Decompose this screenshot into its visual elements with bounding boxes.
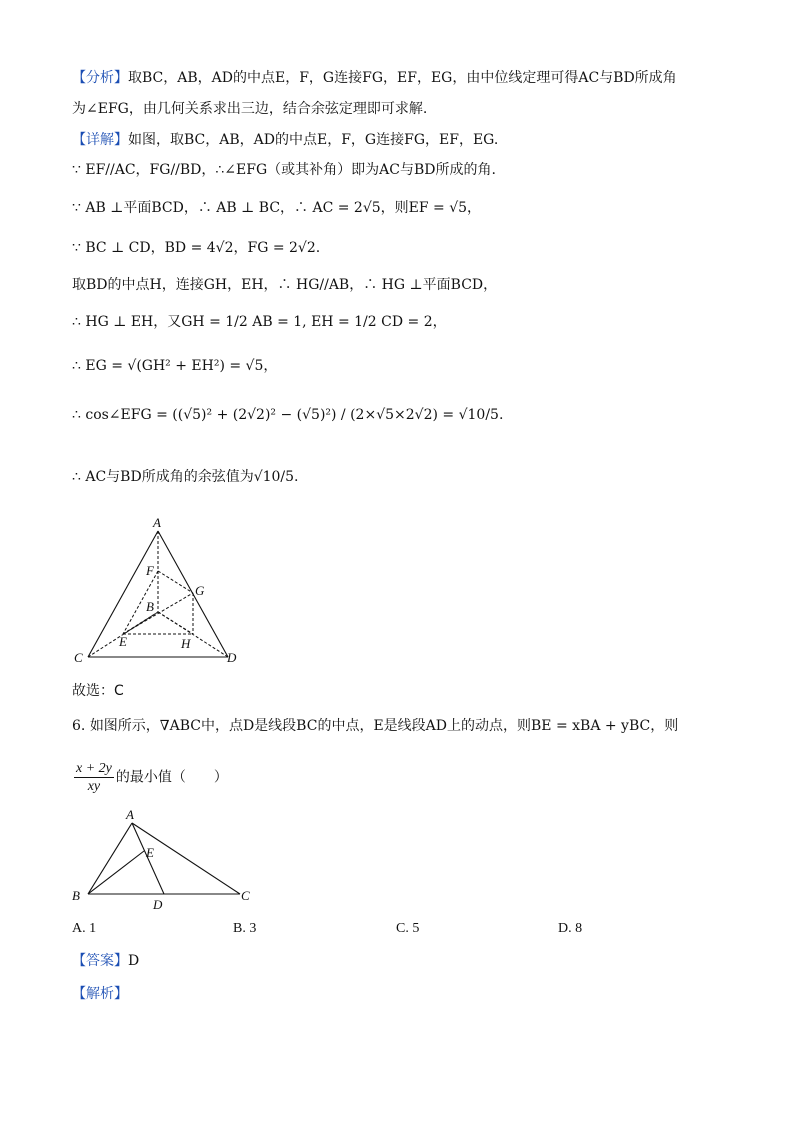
triangle-figure	[68, 807, 268, 912]
label-F: F	[146, 563, 154, 578]
option-c[interactable]: C. 5	[396, 921, 420, 936]
label-G: G	[195, 583, 205, 598]
detail-line-8: ∴ cos∠EFG = ((√5)² + (2√2)² − (√5)²) / (2×√5×2√2) = √10/5.	[72, 407, 504, 423]
jiexi-tag: 【解析】	[72, 986, 128, 1002]
answer-value: D	[128, 953, 140, 969]
detail-tag: 【详解】	[72, 132, 128, 148]
question-number: 6.	[72, 718, 86, 734]
analysis-text-1: 取BC，AB，AD的中点E，F，G连接FG，EF，EG，由中位线定理可得AC与BD所成角	[128, 70, 677, 86]
label-E: E	[119, 634, 127, 649]
detail-line-7: ∴ EG = √(GH² + EH²) = √5，	[72, 358, 278, 374]
expression-tail: 的最小值（ ）	[115, 769, 228, 786]
tri-label-A: A	[126, 807, 134, 822]
question-6-stem	[72, 716, 678, 736]
detail-line-9: ∴ AC与BD所成角的余弦值为√10/5.	[72, 469, 299, 485]
question-6-expression	[72, 760, 228, 795]
label-A: A	[153, 515, 161, 530]
answer-tag: 【答案】	[72, 953, 128, 969]
option-b[interactable]: B. 3	[233, 921, 257, 936]
analysis-line-1	[72, 68, 677, 88]
label-C: C	[74, 650, 83, 665]
tetrahedron-figure	[70, 515, 250, 670]
analysis-tag: 【分析】	[72, 70, 128, 86]
detail-line-4: ∵ BC ⊥ CD，BD = 4√2，FG = 2√2.	[72, 240, 321, 256]
expression-numerator: x + 2y	[76, 761, 112, 776]
label-H: H	[181, 636, 191, 651]
jiexi-line	[72, 984, 128, 1004]
detail-line-3: ∵ AB ⊥平面BCD，∴ AB ⊥ BC，∴ AC = 2√5，则EF = √5，	[72, 200, 482, 216]
label-D: D	[227, 650, 237, 665]
detail-line-6: ∴ HG ⊥ EH，又GH = 1/2 AB = 1, EH = 1/2 CD = 2，	[72, 314, 447, 330]
question-stem: 如图所示，∇ABC中，点D是线段BC的中点，E是线段AD上的动点，则BE = xBA + yBC，则	[89, 718, 679, 734]
tri-label-C: C	[241, 888, 250, 903]
analysis-line-2: 为∠EFG，由几何关系求出三边，结合余弦定理即可求解.	[72, 101, 428, 117]
expression-denominator: xy	[87, 779, 101, 794]
detail-line-5: 取BD的中点H，连接GH，EH，∴ HG//AB，∴ HG ⊥平面BCD，	[72, 277, 498, 293]
detail-text-1: 如图，取BC，AB，AD的中点E，F，G连接FG，EF，EG.	[128, 132, 499, 148]
option-a[interactable]: A. 1	[72, 921, 97, 936]
detail-line-2: ∵ EF//AC，FG//BD，∴∠EFG（或其补角）即为AC与BD所成的角.	[72, 162, 496, 178]
previous-answer: 故选：C	[72, 683, 124, 699]
tri-label-B: B	[72, 888, 80, 903]
detail-line-1	[72, 130, 498, 150]
label-B: B	[146, 599, 154, 614]
answer-line	[72, 951, 139, 971]
tri-label-E: E	[146, 845, 154, 860]
tri-label-D: D	[153, 897, 163, 912]
option-d[interactable]: D. 8	[558, 921, 583, 936]
expression-fraction	[74, 760, 114, 795]
